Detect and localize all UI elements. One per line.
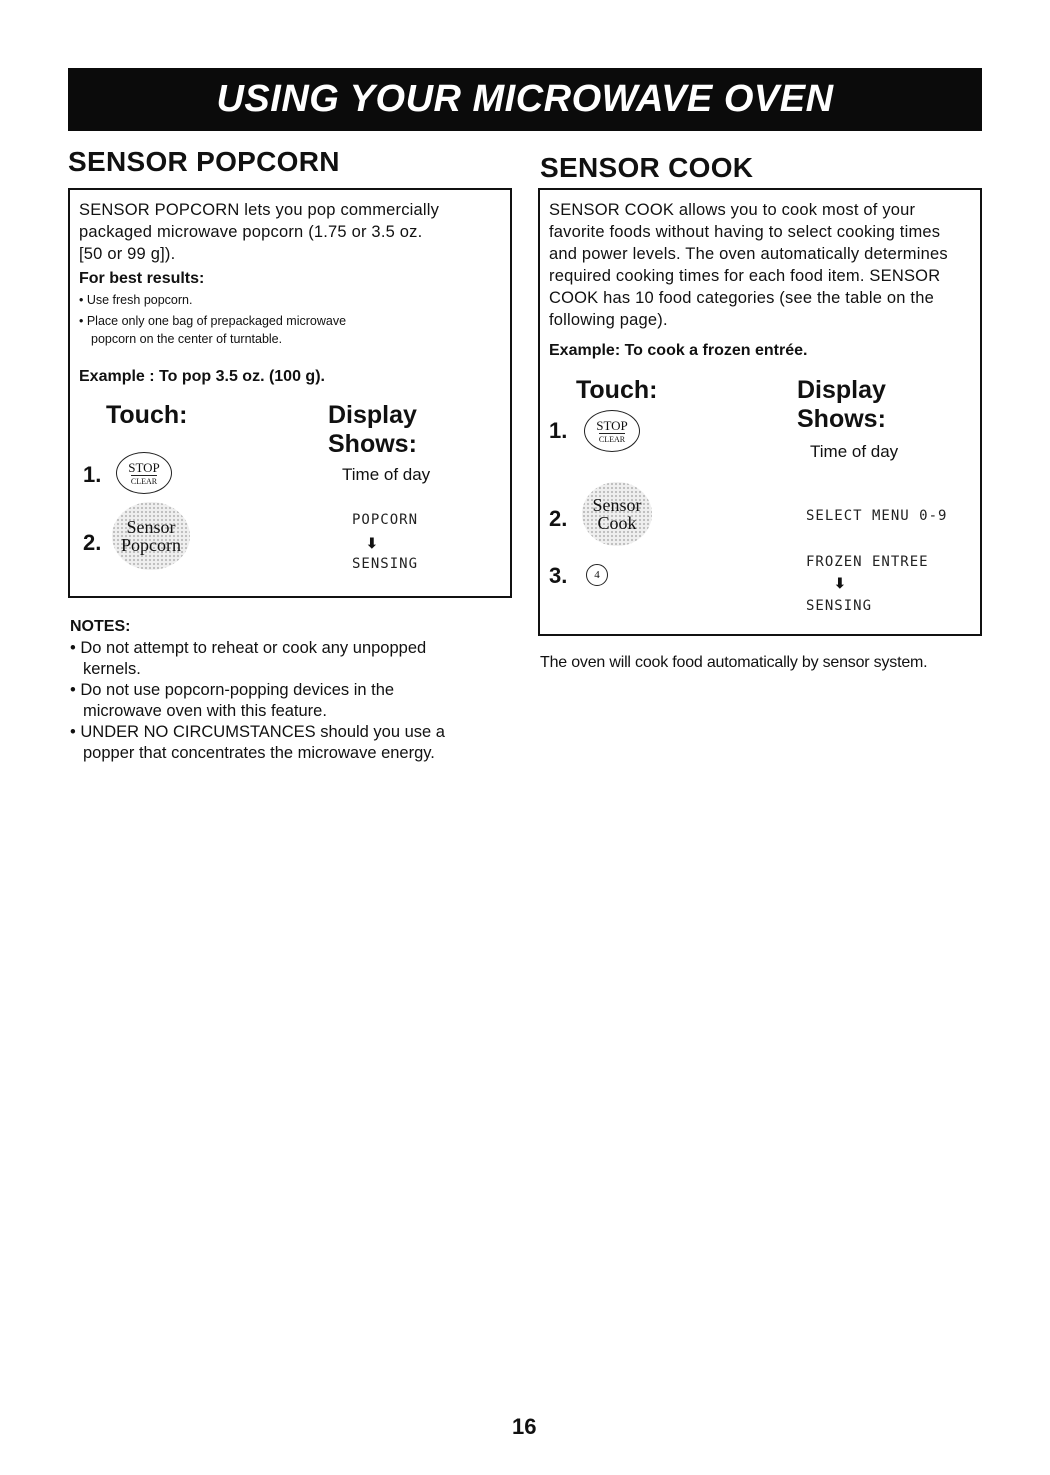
display-time-of-day: Time of day	[810, 442, 899, 461]
step-number: 2.	[549, 506, 568, 531]
clear-label: CLEAR	[130, 476, 158, 486]
tip-item: popcorn on the center of turntable.	[91, 332, 283, 346]
note-item: kernels.	[83, 660, 141, 678]
cook-intro	[549, 199, 948, 331]
page-number: 16	[512, 1414, 537, 1439]
cook-example: Example: To cook a frozen entrée.	[549, 342, 808, 359]
cook-intro-line: following page).	[549, 311, 668, 329]
popcorn-label: Popcorn	[121, 535, 181, 555]
notes-list	[70, 638, 445, 764]
cook-intro-line: SENSOR COOK allows you to cook most of your	[549, 201, 916, 219]
sensor-popcorn-heading: SENSOR POPCORN	[68, 146, 340, 177]
display-frozen-entree: FROZEN ENTREE	[806, 554, 929, 570]
stop-label: STOP	[596, 417, 628, 433]
popcorn-intro	[79, 199, 439, 265]
stop-clear-button[interactable]	[116, 452, 172, 494]
number-4-button[interactable]	[586, 564, 608, 586]
display-shows-label: Display Shows:	[328, 401, 417, 458]
display-select-menu: SELECT MENU 0-9	[806, 508, 948, 524]
note-item: microwave oven with this feature.	[83, 702, 327, 720]
note-item: • UNDER NO CIRCUMSTANCES should you use a	[70, 723, 445, 741]
cook-label: Cook	[597, 513, 637, 533]
display-shows-label: Display Shows:	[797, 376, 886, 433]
tip-item: • Place only one bag of prepackaged microwave	[79, 314, 347, 328]
touch-label: Touch:	[576, 376, 658, 404]
banner-title: USING YOUR MICROWAVE OVEN	[216, 78, 834, 120]
best-results-tips	[79, 291, 346, 348]
key-4-label: 4	[594, 568, 600, 581]
sensor-label: Sensor	[126, 517, 176, 537]
popcorn-intro-line: [50 or 99 g]).	[79, 245, 176, 263]
sensor-cook-button[interactable]	[582, 482, 652, 546]
sensor-cook-box	[538, 188, 982, 636]
touch-label: Touch:	[106, 401, 188, 429]
sensor-popcorn-box	[68, 188, 512, 598]
popcorn-intro-line: packaged microwave popcorn (1.75 or 3.5 oz.	[79, 223, 423, 241]
note-item: • Do not use popcorn-popping devices in the	[70, 681, 395, 699]
popcorn-example: Example : To pop 3.5 oz. (100 g).	[79, 368, 325, 385]
note-item: • Do not attempt to reheat or cook any unpopped	[70, 639, 427, 657]
display-sensing: SENSING	[806, 598, 873, 614]
stop-label: STOP	[128, 459, 160, 475]
display-time-of-day: Time of day	[342, 465, 431, 484]
step-number: 2.	[83, 530, 102, 555]
tip-item: • Use fresh popcorn.	[79, 293, 193, 307]
cook-footer-note: The oven will cook food automatically by sensor system.	[540, 654, 928, 671]
step-number: 3.	[549, 563, 568, 588]
sensor-cook-heading: SENSOR COOK	[540, 152, 754, 183]
sensor-popcorn-button[interactable]	[112, 502, 190, 570]
page-banner	[68, 68, 982, 131]
best-results-heading: For best results:	[79, 270, 205, 287]
down-arrow-icon: ⬇	[834, 575, 846, 591]
sensor-label: Sensor	[592, 495, 642, 515]
note-item: popper that concentrates the microwave energy.	[83, 744, 435, 762]
popcorn-intro-line: SENSOR POPCORN lets you pop commercially	[79, 201, 440, 219]
cook-intro-line: COOK has 10 food categories (see the table on the	[549, 289, 934, 307]
down-arrow-icon: ⬇	[366, 535, 378, 551]
step-number: 1.	[549, 418, 568, 443]
cook-intro-line: favorite foods without having to select cooking times	[549, 223, 941, 241]
cook-intro-line: required cooking times for each food item. SENSOR	[549, 267, 941, 285]
stop-clear-button[interactable]	[584, 410, 640, 452]
display-popcorn: POPCORN	[352, 512, 419, 528]
clear-label: CLEAR	[598, 434, 626, 444]
cook-intro-line: and power levels. The oven automatically determines	[549, 245, 948, 263]
step-number: 1.	[83, 462, 102, 487]
notes-heading: NOTES:	[70, 618, 131, 635]
display-sensing: SENSING	[352, 556, 419, 572]
